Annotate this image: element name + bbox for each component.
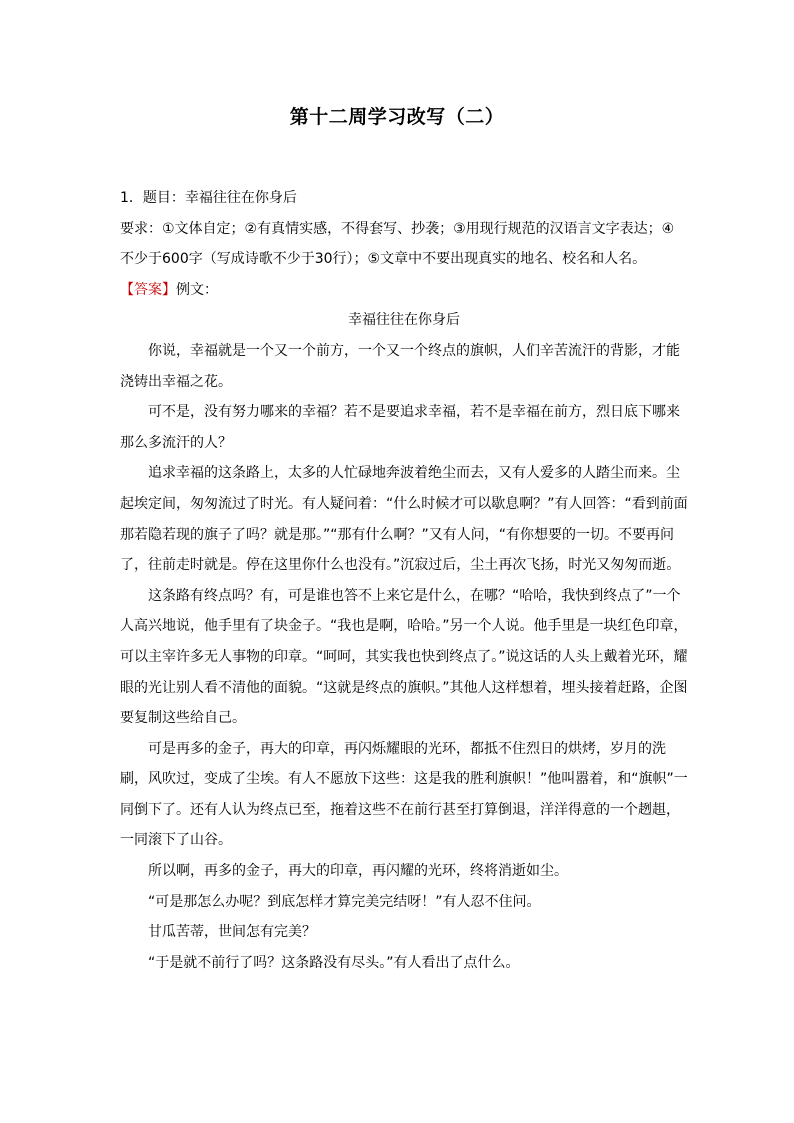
essay-paragraph: 所以啊，再多的金子，再大的印章，再闪耀的光环，终将消逝如尘。	[148, 863, 568, 880]
essay-paragraph: 追求幸福的这条路上，太多的人忙碌地奔波着绝尘而去，又有人爱多的人踏尘而来。尘起埃定间，匆匆流过了时光。有人疑问着：“什么时候才可以歇息啊？”有人回答：“看到前面那若隐若现的旗子了吗？就是那。”“那有什么啊？”又有人问，“有你想要的一切。不要再问了，往前走时就是。停在这里你什么也没有。”沉寂过后，尘土再次飞扬，时光又匆匆而逝。	[120, 465, 688, 574]
essay-paragraph: 这条路有终点吗？有，可是谁也答不上来它是什么，在哪？“哈哈，我快到终点了”一个人高兴地说，他手里有了块金子。“我也是啊，哈哈。”另一个人说。他手里是一块红色印章，可以主宰许多无人事物的印章。“呵呵，其实我也快到终点了。”说这话的人头上戴着光环，耀眼的光让别人看不清他的面貌。“这就是终点的旗帜。”其他人这样想着，埋头接着赶路，企图要复制这些给自己。	[120, 587, 688, 727]
page-title: 第十二周学习改写（二）	[289, 106, 505, 128]
answer-heading	[120, 275, 688, 306]
essay-paragraph: 甘瓜苦蒂，世间怎有完美？	[148, 924, 316, 941]
essay-paragraph: 可不是，没有努力哪来的幸福？若不是要追求幸福，若不是幸福在前方，烈日底下哪来那么多流汗的人？	[120, 404, 680, 451]
document-body	[120, 183, 688, 978]
essay-title: 幸福往往在你身后	[348, 312, 460, 329]
answer-label: 例文：	[176, 281, 218, 298]
question-title: 1．题目：幸福往往在你身后	[120, 190, 297, 206]
essay-paragraph: 你说，幸福就是一个又一个前方，一个又一个终点的旗帜，人们辛苦流汗的背影，才能浇铸出幸福之花。	[120, 342, 680, 390]
answer-tag: 【答案】	[120, 281, 176, 298]
essay-paragraph: 可是再多的金子，再大的印章，再闪烁耀眼的光环，都抵不住烈日的烘烤，岁月的洗刷，风吹过，变成了尘埃。有人不愿放下这些：这是我的胜利旗帜！”他叫嚣着，和“旗帜”一同倒下了。还有人认为终点已至，拖着这些不在前行甚至打算倒退，洋洋得意的一个趔趄，一同滚下了山谷。	[120, 740, 688, 849]
essay-paragraph: “于是就不前行了吗？这条路没有尽头。”有人看出了点什么。	[148, 954, 520, 971]
essay-paragraph: “可是那怎么办呢？到底怎样才算完美完结呀！”有人忍不住问。	[148, 893, 541, 910]
question-requirements: 要求：①文体自定；②有真情实感，不得套写、抄袭；③用现行规范的汉语言文字表达；④不少于600字（写成诗歌不少于30行）；⑤文章中不要出现真实的地名、校名和人名。	[120, 220, 675, 268]
